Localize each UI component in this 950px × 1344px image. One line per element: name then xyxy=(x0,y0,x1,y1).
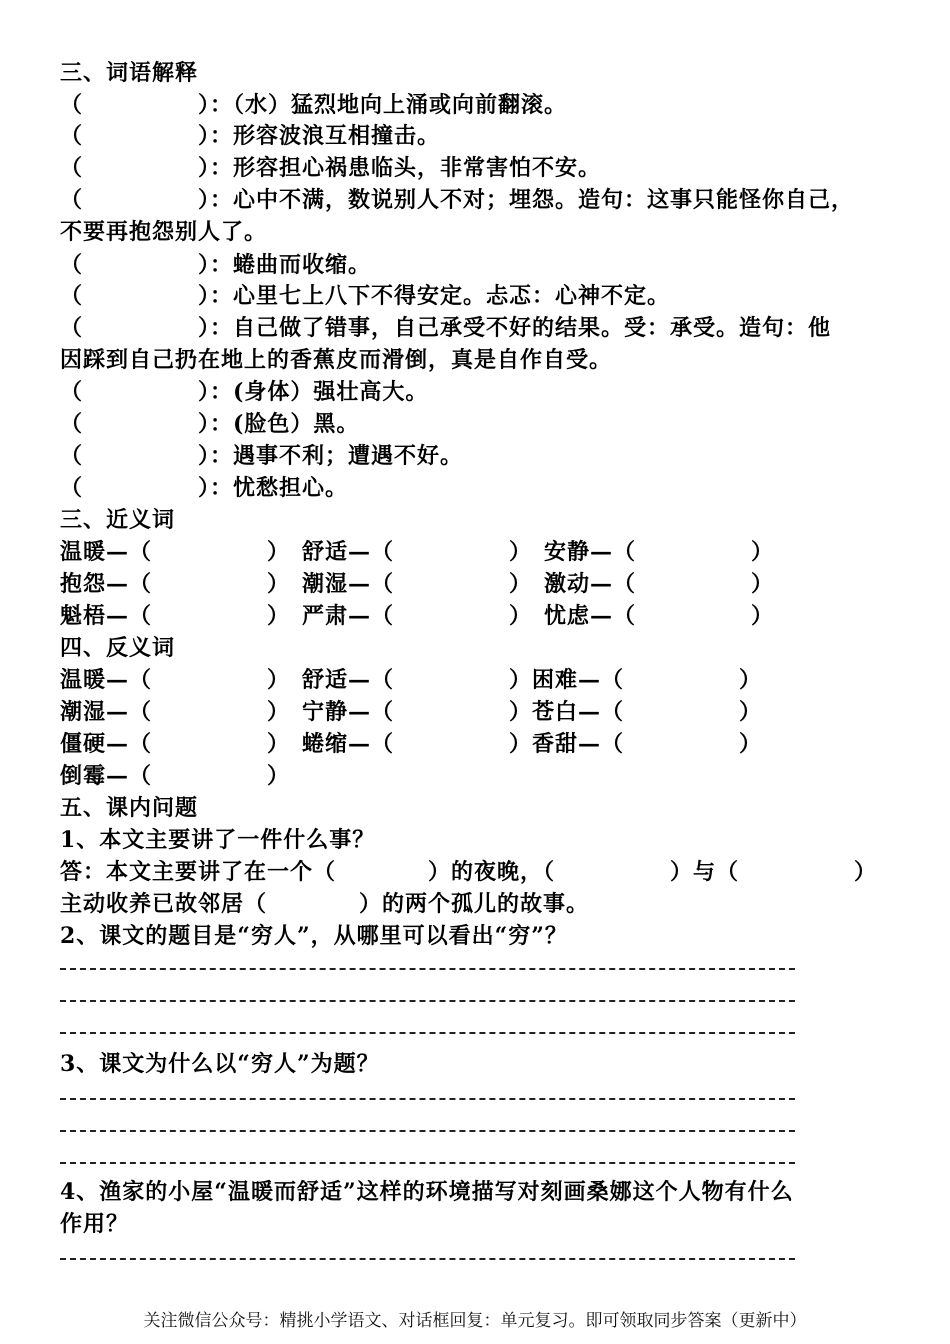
definition-line: 因踩到自己扔在地上的香蕉皮而滑倒，真是自作自受。 xyxy=(60,347,613,373)
antonym-row: 潮湿—（ ） 宁静—（ ）苍白—（ ） xyxy=(60,699,763,725)
question-1: 1、本文主要讲了一件什么事？ xyxy=(60,827,376,853)
antonym-row: 倒霉—（ ） xyxy=(60,763,291,789)
questions-heading: 五、课内问题 xyxy=(60,795,199,821)
answer-line[interactable] xyxy=(60,968,795,970)
definition-line: （ ）：形容波浪互相撞击。 xyxy=(60,123,441,149)
question-1-answer: 答：本文主要讲了在一个（ ）的夜晚，（ ）与（ ） xyxy=(60,859,878,885)
answer-line[interactable] xyxy=(60,1098,795,1100)
definition-line: （ ）：形容担心祸患临头，非常害怕不安。 xyxy=(60,155,602,181)
synonym-row: 温暖—（ ） 舒适—（ ） 安静—（ ） xyxy=(60,539,775,565)
question-2: 2、课文的题目是“穷人”，从哪里可以看出“穷”？ xyxy=(60,923,568,949)
antonym-heading: 四、反义词 xyxy=(60,635,176,661)
definition-line: （ ）：蜷曲而收缩。 xyxy=(60,252,372,278)
definition-line: （ ）：自己做了错事，自己承受不好的结果。受：承受。造句：他 xyxy=(60,315,832,341)
synonym-row: 抱怨—（ ） 潮湿—（ ） 激动—（ ） xyxy=(60,571,775,597)
answer-line[interactable] xyxy=(60,1000,795,1002)
question-4: 作用？ xyxy=(60,1211,130,1237)
definition-line: （ ）：心里七上八下不得安定。忐忑：心神不定。 xyxy=(60,283,671,309)
synonym-heading: 三、近义词 xyxy=(60,507,176,533)
definition-line: （ ）：心中不满，数说别人不对；埋怨。造句：这事只能怪你自己， xyxy=(60,187,855,213)
synonym-row: 魁梧—（ ） 严肃—（ ） 忧虑—（ ） xyxy=(60,603,775,629)
definition-line: 不要再抱怨别人了。 xyxy=(60,219,268,245)
antonym-row: 僵硬—（ ） 蜷缩—（ ）香甜—（ ） xyxy=(60,731,763,757)
question-1-answer: 主动收养已故邻居（ ）的两个孤儿的故事。 xyxy=(60,891,590,917)
question-4: 4、渔家的小屋“温暖而舒适”这样的环境描写对刻画桑娜这个人物有什么 xyxy=(60,1179,794,1205)
definition-line: （ ）：忧愁担心。 xyxy=(60,475,349,501)
footer-note: 关注微信公众号：精挑小学语文、对话框回复：单元复习。即可领取同步答案（更新中） xyxy=(143,1311,807,1331)
answer-line[interactable] xyxy=(60,1258,795,1260)
explain-heading: 三、词语解释 xyxy=(60,60,199,86)
definition-line: （ ）：(身体）强壮高大。 xyxy=(60,379,429,405)
question-3: 3、课文为什么以“穷人”为题？ xyxy=(60,1051,380,1077)
definition-line: （ ）：（水）猛烈地向上涌或向前翻滚。 xyxy=(60,92,568,118)
answer-line[interactable] xyxy=(60,1130,795,1132)
definition-line: （ ）：遇事不利；遭遇不好。 xyxy=(60,443,464,469)
answer-line[interactable] xyxy=(60,1162,795,1164)
antonym-row: 温暖—（ ） 舒适—（ ）困难—（ ） xyxy=(60,667,763,693)
answer-line[interactable] xyxy=(60,1032,795,1034)
definition-line: （ ）：(脸色）黑。 xyxy=(60,411,360,437)
